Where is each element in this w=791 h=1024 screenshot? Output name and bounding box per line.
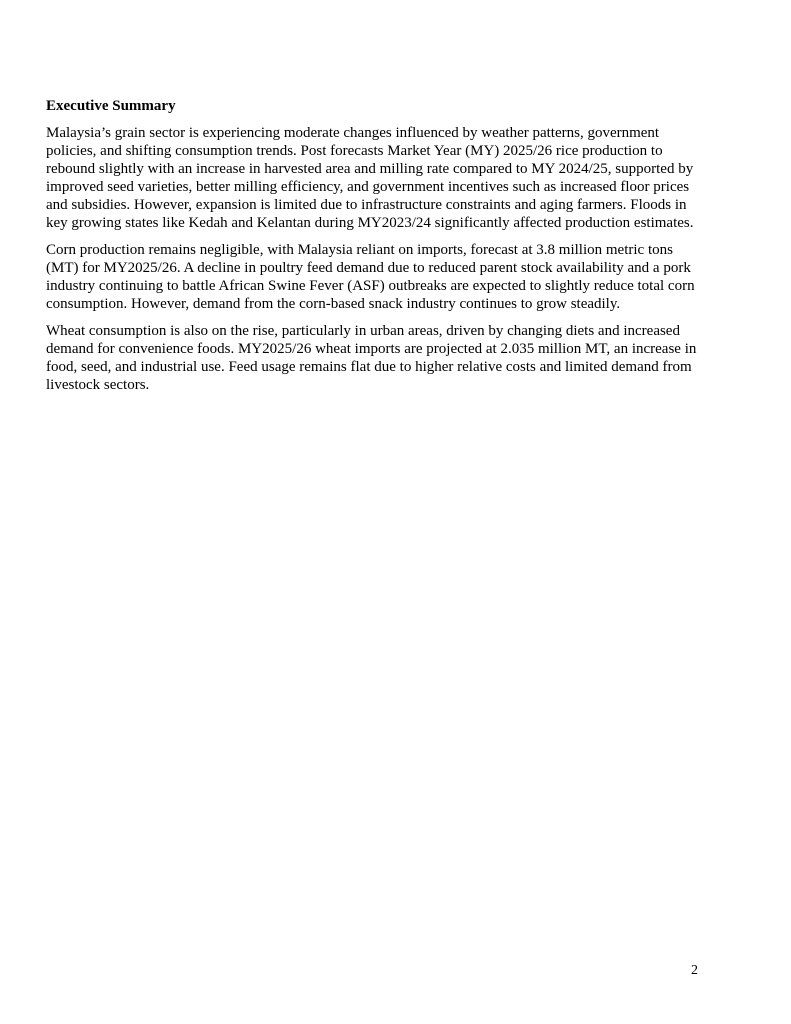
document-body	[46, 97, 706, 403]
paragraph-wheat: Wheat consumption is also on the rise, particularly in urban areas, driven by changing diets and increased demand for convenience foods. MY2025/26 wheat imports are projected at 2.035 million MT, an increase in food, seed, and industrial use. Feed usage remains flat due to higher relative costs and limited demand from livestock sectors.	[46, 323, 697, 393]
section-heading: Executive Summary	[46, 98, 176, 114]
paragraph-rice: Malaysia’s grain sector is experiencing moderate changes influenced by weather patterns, government policies, and shifting consumption trends. Post forecasts Market Year (MY) 2025/26 rice production to rebound slightly with an increase in harvested area and milling rate compared to MY 2024/25, supported by improved seed varieties, better milling efficiency, and government incentives such as increased floor prices and subsidies. However, expansion is limited due to infrastructure constraints and aging farmers. Floods in key growing states like Kedah and Kelantan during MY2023/24 significantly affected production estimates.	[46, 125, 694, 231]
page-number: 2	[691, 963, 698, 978]
paragraph-corn: Corn production remains negligible, with Malaysia reliant on imports, forecast at 3.8 million metric tons (MT) for MY2025/26. A decline in poultry feed demand due to reduced parent stock availability and a pork industry continuing to battle African Swine Fever (ASF) outbreaks are expected to slightly reduce total corn consumption. However, demand from the corn-based snack industry continues to grow steadily.	[46, 242, 695, 312]
